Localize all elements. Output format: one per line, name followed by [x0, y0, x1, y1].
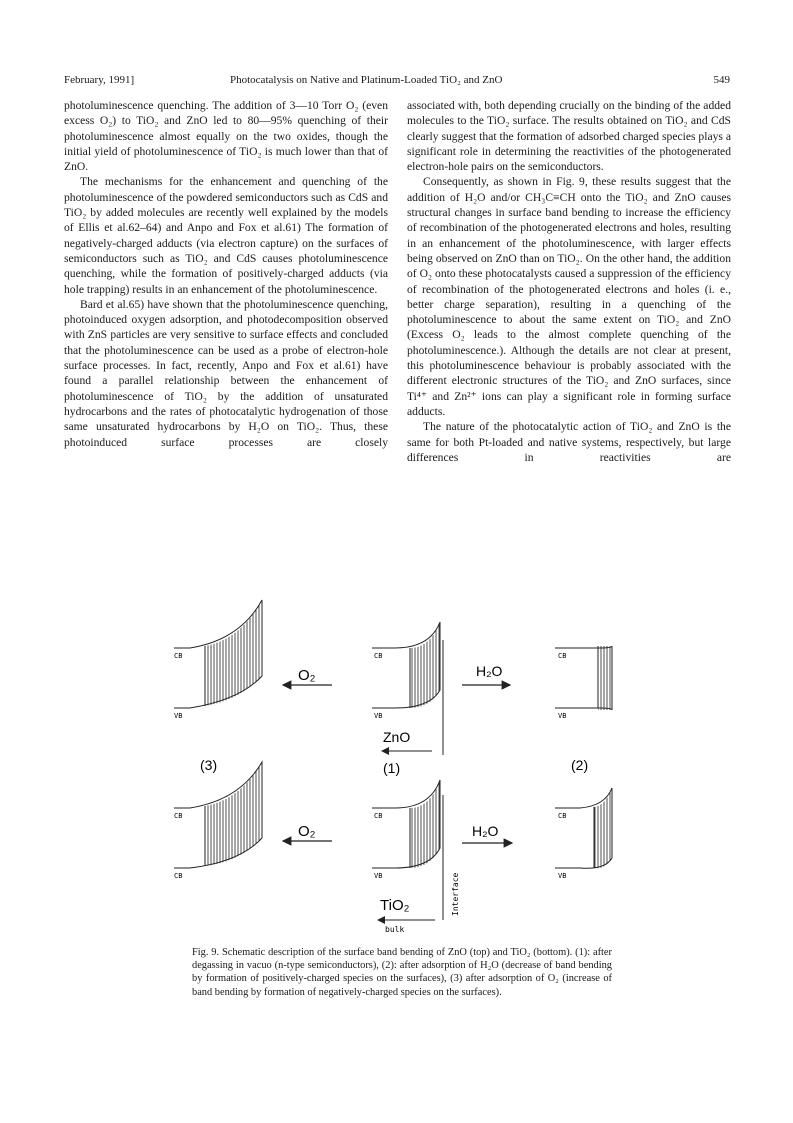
o2-arrow-top — [283, 667, 332, 685]
page-header — [64, 74, 730, 90]
vb-label: VB — [374, 872, 383, 880]
vb-label: VB — [174, 712, 183, 720]
cb-label: CB — [174, 652, 183, 660]
o2-label: O₂ — [298, 667, 316, 684]
paragraph: photoluminescence quenching. The addition of 3—10 Torr O₂ (even excess O₂) to TiO₂ and ZnO led to 80—95% quenching of their photoluminescence almost equally on the two oxides, though the initial yield of photoluminescence of TiO₂ is much lower than that of ZnO. — [64, 99, 388, 174]
paragraph: The nature of the photocatalytic action of TiO₂ and ZnO is the same for both Pt-loaded and native systems, respectively, but large differences in reactivities are — [407, 420, 731, 464]
header-page-number: 549 — [713, 74, 730, 86]
header-title: Photocatalysis on Native and Platinum-Loaded TiO₂ and ZnO — [230, 74, 503, 86]
cb-label: CB — [374, 652, 383, 660]
state3-label: (3) — [200, 757, 218, 773]
paragraph: Consequently, as shown in Fig. 9, these results suggest that the addition of H₂O and/or CH₃C≡CH onto the TiO₂ and ZnO causes structural changes in surface band bending to increase the efficiency of recombination of the photogenerated electrons and holes, resulting in an enhancement of the photoluminescence, with larger effects being observed on ZnO than on TiO₂. On the other hand, the addition of O₂ onto these photocatalysts caused a suppression of the efficiency of recombination of the photogenerated electrons and holes (i. e., better charge separation), resulting in a quenching of the photoluminescence to about the same extent on TiO₂ and ZnO (Excess O₂ leads to the almost complete quenching of the photoluminescence.). Although the details are not clear at present, this photoluminescence behaviour is probably associated with the different electronic structures of the TiO₂ and ZnO surfaces, since Ti⁴⁺ and Zn²⁺ ions can play a significant role in forming surface adducts. — [407, 175, 731, 418]
left-column — [64, 98, 388, 450]
tio2-material-label: TiO₂ — [380, 897, 410, 914]
header-date: February, 1991] — [64, 74, 135, 86]
vb-label: VB — [558, 872, 567, 880]
state2-label: (2) — [571, 757, 589, 773]
h2o-arrow-bottom — [462, 823, 512, 843]
cb-label: CB — [174, 872, 183, 880]
paragraph: associated with, both depending crucially on the binding of the added molecules to the TiO₂ surface. The results obtained on TiO₂ and CdS clearly suggest that the formation of adsorbed charged species plays a significant role in determining the reactivities of the photogenerated electron-hole pairs on the semiconductors. — [407, 99, 731, 174]
o2-arrow-bottom — [283, 823, 332, 841]
figure-caption — [192, 946, 612, 999]
cb-label: CB — [174, 812, 183, 820]
cb-label: CB — [558, 812, 567, 820]
tio2-state2-band-diagram — [555, 788, 612, 880]
caption-text: Fig. 9. Schematic description of the surface band bending of ZnO (top) and TiO₂ (bottom). (1): after degassing in vacuo (n-type semiconductors), (2): after adsorption of H₂O (decrease of band bending by formation of positively-charged species on the surfaces), (3) after adsorption of O₂ (increase of band bending by formation of negatively-charged species on the surfaces). — [192, 947, 612, 998]
h2o-label: H₂O — [476, 663, 503, 679]
band-bending-figure — [0, 590, 793, 940]
zno-state2-band-diagram — [555, 646, 612, 720]
zno-state3-band-diagram — [174, 600, 262, 720]
interface-label: Interface — [451, 872, 460, 916]
h2o-label: H₂O — [472, 823, 499, 839]
o2-label: O₂ — [298, 823, 316, 840]
h2o-arrow-top — [462, 663, 510, 685]
cb-label: CB — [558, 652, 567, 660]
vb-label: VB — [558, 712, 567, 720]
paragraph: The mechanisms for the enhancement and quenching of the photoluminescence of the powdered semiconductors such as CdS and TiO₂ by added molecules are recently well explained by the models of Ellis et al.62–64) and Anpo and Fox et al.61) The formation of negatively-charged adducts (via electron capture) on the surfaces of semiconductors such as TiO₂ and CdS causes photoluminescence quenching, while the formation of positively-charged adducts (via hole trapping) results in an enhancement of the photoluminescence. — [64, 175, 388, 296]
vb-label: VB — [374, 712, 383, 720]
state1-label: (1) — [383, 760, 401, 776]
right-column — [407, 98, 731, 465]
zno-material-label: ZnO — [383, 729, 411, 745]
cb-label: CB — [374, 812, 383, 820]
paragraph: Bard et al.65) have shown that the photoluminescence quenching, photoinduced oxygen adsorption, and photodecomposition observed with ZnS particles are very sensitive to surface effects and concluded that the photoluminescence can be used as a probe of electron-hole surface processes. In fact, recently, Anpo and Fox et al.61) have found a parallel relationship between the enhancement of photoluminescence of TiO₂ by the addition of unsaturated hydrocarbons and the rates of photocatalytic hydrogenation of those same unsaturated hydrocarbons by H₂O on TiO₂. Thus, these photoinduced surface processes are closely — [64, 297, 388, 449]
bulk-label: bulk — [385, 925, 405, 934]
tio2-state3-band-diagram — [174, 762, 262, 880]
